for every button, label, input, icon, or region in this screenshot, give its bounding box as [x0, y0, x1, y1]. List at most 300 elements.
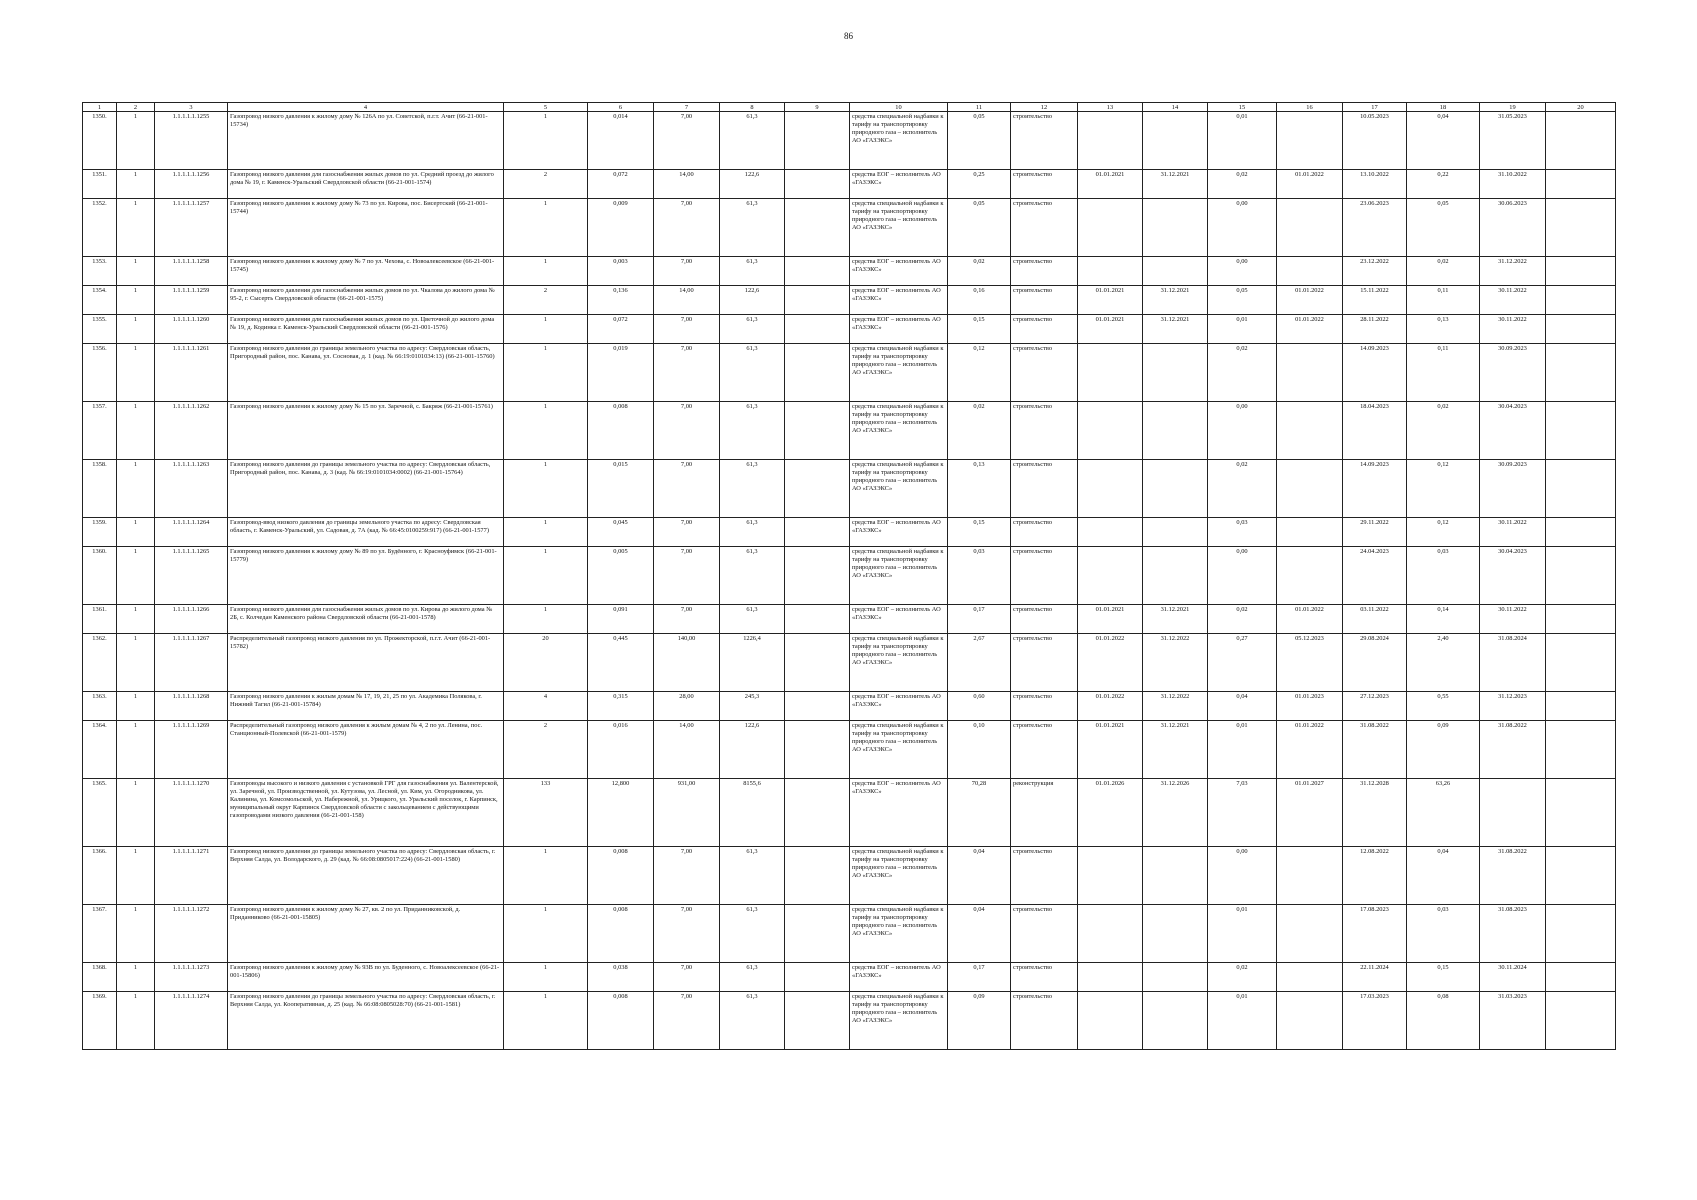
col-5-cell: 1	[504, 344, 588, 402]
col-19-date-cell: 30.11.2024	[1480, 963, 1546, 992]
col-20-cell	[1546, 257, 1616, 286]
col-5-cell: 1	[504, 112, 588, 170]
row-number: 1366.	[83, 847, 117, 905]
col-16-cell	[1277, 905, 1343, 963]
col-15-cell: 0,02	[1208, 170, 1277, 199]
col-18-cell: 0,05	[1407, 199, 1480, 257]
col-20-cell	[1546, 315, 1616, 344]
col-2-cell: 1	[117, 286, 155, 315]
col-7-cell: 7,00	[654, 460, 720, 518]
col-16-cell	[1277, 518, 1343, 547]
col-19-date-cell: 31.08.2022	[1480, 847, 1546, 905]
col-18-cell: 63,26	[1407, 779, 1480, 847]
col-2-cell: 1	[117, 315, 155, 344]
col-8-cell: 61,3	[720, 847, 785, 905]
funding-source-cell: средства специальной надбавки к тарифу на транспортировку природного газа – исполнитель АО «ГАЗЭКС»	[850, 547, 948, 605]
row-number: 1369.	[83, 992, 117, 1050]
work-type-cell: строительство	[1011, 199, 1078, 257]
object-code-cell: 1.1.1.1.1.1268	[155, 692, 228, 721]
col-18-cell: 0,04	[1407, 112, 1480, 170]
column-number-header: 18	[1407, 103, 1480, 112]
col-8-cell: 61,3	[720, 905, 785, 963]
col-7-cell: 140,00	[654, 634, 720, 692]
col-7-cell: 7,00	[654, 905, 720, 963]
investment-program-table	[82, 102, 1616, 1050]
table-row	[83, 605, 1616, 634]
funding-source-cell: средства специальной надбавки к тарифу на транспортировку природного газа – исполнитель АО «ГАЗЭКС»	[850, 112, 948, 170]
end-date-cell: 31.12.2022	[1143, 692, 1208, 721]
row-number: 1361.	[83, 605, 117, 634]
col-11-cell: 0,13	[948, 460, 1011, 518]
col-16-cell	[1277, 963, 1343, 992]
col-15-cell: 0,01	[1208, 112, 1277, 170]
col-20-cell	[1546, 344, 1616, 402]
col-18-cell: 0,02	[1407, 257, 1480, 286]
start-date-cell	[1078, 344, 1143, 402]
col-6-cell: 0,072	[588, 170, 654, 199]
column-number-header: 4	[228, 103, 504, 112]
col-6-cell: 0,008	[588, 402, 654, 460]
col-17-date-cell: 13.10.2022	[1343, 170, 1407, 199]
work-type-cell: строительство	[1011, 286, 1078, 315]
col-2-cell: 1	[117, 605, 155, 634]
col-16-cell	[1277, 199, 1343, 257]
col-16-cell: 01.01.2023	[1277, 692, 1343, 721]
col-7-cell: 14,00	[654, 286, 720, 315]
work-type-cell: строительство	[1011, 344, 1078, 402]
object-code-cell: 1.1.1.1.1.1264	[155, 518, 228, 547]
col-5-cell: 1	[504, 460, 588, 518]
work-type-cell: строительство	[1011, 605, 1078, 634]
col-6-cell: 0,008	[588, 905, 654, 963]
header-row	[83, 103, 1616, 112]
col-17-date-cell: 14.09.2023	[1343, 460, 1407, 518]
col-6-cell: 0,016	[588, 721, 654, 779]
col-6-cell: 0,019	[588, 344, 654, 402]
end-date-cell	[1143, 402, 1208, 460]
col-17-date-cell: 03.11.2022	[1343, 605, 1407, 634]
col-19-date-cell: 31.08.2022	[1480, 721, 1546, 779]
col-6-cell: 0,315	[588, 692, 654, 721]
col-7-cell: 28,00	[654, 692, 720, 721]
col-16-cell: 01.01.2027	[1277, 779, 1343, 847]
end-date-cell: 31.12.2022	[1143, 634, 1208, 692]
row-number: 1357.	[83, 402, 117, 460]
col-11-cell: 0,02	[948, 402, 1011, 460]
object-code-cell: 1.1.1.1.1.1265	[155, 547, 228, 605]
col-19-date-cell: 31.12.2022	[1480, 257, 1546, 286]
column-number-header: 7	[654, 103, 720, 112]
work-type-cell: строительство	[1011, 634, 1078, 692]
col-20-cell	[1546, 779, 1616, 847]
row-number: 1356.	[83, 344, 117, 402]
col-9-cell	[785, 344, 850, 402]
col-5-cell: 20	[504, 634, 588, 692]
col-8-cell: 61,3	[720, 257, 785, 286]
column-number-header: 12	[1011, 103, 1078, 112]
column-number-header: 2	[117, 103, 155, 112]
col-11-cell: 0,17	[948, 963, 1011, 992]
col-5-cell: 1	[504, 199, 588, 257]
col-8-cell: 122,6	[720, 721, 785, 779]
col-6-cell: 0,038	[588, 963, 654, 992]
column-number-header: 15	[1208, 103, 1277, 112]
col-17-date-cell: 23.06.2023	[1343, 199, 1407, 257]
col-19-date-cell: 30.11.2022	[1480, 605, 1546, 634]
col-19-date-cell: 30.09.2023	[1480, 460, 1546, 518]
object-name-cell: Газопровод низкого давления к жилым домам № 17, 19, 21, 25 по ул. Академика Полякова, г. Нижний Тагил (66-21-001-15784)	[228, 692, 504, 721]
row-number: 1363.	[83, 692, 117, 721]
column-number-header: 16	[1277, 103, 1343, 112]
object-name-cell: Распределительный газопровод низкого давления по ул. Прожекторской, п.г.т. Ачит (66-21-001-15782)	[228, 634, 504, 692]
column-number-header: 8	[720, 103, 785, 112]
column-number-header: 6	[588, 103, 654, 112]
start-date-cell: 01.01.2021	[1078, 170, 1143, 199]
end-date-cell	[1143, 460, 1208, 518]
col-2-cell: 1	[117, 402, 155, 460]
object-name-cell: Газопровод низкого давления для газоснабжения жилых домов по ул. Средний проезд до жилого дома № 19, г. Каменск-Уральский Свердловской области (66-21-001-1574)	[228, 170, 504, 199]
col-18-cell: 2,40	[1407, 634, 1480, 692]
col-16-cell: 01.01.2022	[1277, 721, 1343, 779]
column-number-header: 20	[1546, 103, 1616, 112]
col-9-cell	[785, 963, 850, 992]
col-17-date-cell: 27.12.2023	[1343, 692, 1407, 721]
col-5-cell: 1	[504, 847, 588, 905]
col-15-cell: 0,03	[1208, 518, 1277, 547]
col-7-cell: 931,00	[654, 779, 720, 847]
row-number: 1355.	[83, 315, 117, 344]
col-6-cell: 0,003	[588, 257, 654, 286]
col-7-cell: 7,00	[654, 992, 720, 1050]
work-type-cell: строительство	[1011, 547, 1078, 605]
object-name-cell: Газопровод низкого давления до границы земельного участка по адресу: Свердловская область, Пригородный район, пос. Канава, ул. Сосновая, д. 1 (кад. № 66:19:0101034:13) (66-21-001-15760)	[228, 344, 504, 402]
col-18-cell: 0,55	[1407, 692, 1480, 721]
col-16-cell	[1277, 847, 1343, 905]
col-11-cell: 0,04	[948, 905, 1011, 963]
row-number: 1353.	[83, 257, 117, 286]
col-20-cell	[1546, 721, 1616, 779]
col-18-cell: 0,12	[1407, 460, 1480, 518]
col-5-cell: 1	[504, 905, 588, 963]
col-16-cell	[1277, 547, 1343, 605]
table-row	[83, 779, 1616, 847]
col-16-cell	[1277, 257, 1343, 286]
col-18-cell: 0,11	[1407, 286, 1480, 315]
object-code-cell: 1.1.1.1.1.1274	[155, 992, 228, 1050]
funding-source-cell: средства ЕОГ – исполнитель АО «ГАЗЭКС»	[850, 779, 948, 847]
col-19-date-cell: 31.03.2023	[1480, 992, 1546, 1050]
col-15-cell: 0,05	[1208, 286, 1277, 315]
col-2-cell: 1	[117, 634, 155, 692]
table-row	[83, 170, 1616, 199]
col-19-date-cell: 31.08.2023	[1480, 905, 1546, 963]
col-2-cell: 1	[117, 847, 155, 905]
col-7-cell: 7,00	[654, 847, 720, 905]
table-row	[83, 199, 1616, 257]
col-11-cell: 0,09	[948, 992, 1011, 1050]
object-code-cell: 1.1.1.1.1.1270	[155, 779, 228, 847]
end-date-cell	[1143, 992, 1208, 1050]
start-date-cell: 01.01.2021	[1078, 605, 1143, 634]
column-number-header: 13	[1078, 103, 1143, 112]
col-8-cell: 122,6	[720, 286, 785, 315]
col-8-cell: 61,3	[720, 605, 785, 634]
col-5-cell: 1	[504, 518, 588, 547]
col-2-cell: 1	[117, 344, 155, 402]
col-20-cell	[1546, 992, 1616, 1050]
col-18-cell: 0,12	[1407, 518, 1480, 547]
table-row	[83, 905, 1616, 963]
col-11-cell: 0,02	[948, 257, 1011, 286]
funding-source-cell: средства специальной надбавки к тарифу на транспортировку природного газа – исполнитель АО «ГАЗЭКС»	[850, 460, 948, 518]
col-9-cell	[785, 634, 850, 692]
col-17-date-cell: 14.09.2023	[1343, 344, 1407, 402]
col-2-cell: 1	[117, 992, 155, 1050]
col-18-cell: 0,08	[1407, 992, 1480, 1050]
col-18-cell: 0,02	[1407, 402, 1480, 460]
funding-source-cell: средства ЕОГ – исполнитель АО «ГАЗЭКС»	[850, 963, 948, 992]
col-17-date-cell: 23.12.2022	[1343, 257, 1407, 286]
table-row	[83, 344, 1616, 402]
table-row	[83, 721, 1616, 779]
column-number-header: 1	[83, 103, 117, 112]
col-5-cell: 2	[504, 170, 588, 199]
work-type-cell: строительство	[1011, 460, 1078, 518]
col-11-cell: 0,10	[948, 721, 1011, 779]
col-7-cell: 7,00	[654, 315, 720, 344]
work-type-cell: строительство	[1011, 315, 1078, 344]
col-5-cell: 2	[504, 286, 588, 315]
funding-source-cell: средства специальной надбавки к тарифу на транспортировку природного газа – исполнитель АО «ГАЗЭКС»	[850, 721, 948, 779]
object-code-cell: 1.1.1.1.1.1271	[155, 847, 228, 905]
col-17-date-cell: 29.08.2024	[1343, 634, 1407, 692]
table-row	[83, 963, 1616, 992]
start-date-cell: 01.01.2021	[1078, 286, 1143, 315]
col-11-cell: 0,16	[948, 286, 1011, 315]
row-number: 1351.	[83, 170, 117, 199]
col-17-date-cell: 31.08.2022	[1343, 721, 1407, 779]
start-date-cell: 01.01.2021	[1078, 315, 1143, 344]
col-7-cell: 7,00	[654, 112, 720, 170]
col-9-cell	[785, 257, 850, 286]
col-20-cell	[1546, 460, 1616, 518]
col-7-cell: 14,00	[654, 170, 720, 199]
start-date-cell: 01.01.2022	[1078, 634, 1143, 692]
funding-source-cell: средства ЕОГ – исполнитель АО «ГАЗЭКС»	[850, 692, 948, 721]
col-17-date-cell: 28.11.2022	[1343, 315, 1407, 344]
col-5-cell: 1	[504, 315, 588, 344]
col-15-cell: 0,00	[1208, 547, 1277, 605]
col-5-cell: 1	[504, 257, 588, 286]
col-5-cell: 1	[504, 963, 588, 992]
object-name-cell: Газопровод низкого давления к жилому дому № 126А по ул. Советской, п.г.т. Ачит (66-21-001-15734)	[228, 112, 504, 170]
start-date-cell	[1078, 518, 1143, 547]
col-8-cell: 61,3	[720, 199, 785, 257]
col-20-cell	[1546, 605, 1616, 634]
object-name-cell: Газопровод низкого давления до границы земельного участка по адресу: Свердловская область, г. Верхняя Салда, ул. Володарского, д. 29 (кад. № 66:08:0805017:224) (66-21-001-1580)	[228, 847, 504, 905]
funding-source-cell: средства специальной надбавки к тарифу на транспортировку природного газа – исполнитель АО «ГАЗЭКС»	[850, 905, 948, 963]
col-19-date-cell: 30.11.2022	[1480, 315, 1546, 344]
funding-source-cell: средства специальной надбавки к тарифу на транспортировку природного газа – исполнитель АО «ГАЗЭКС»	[850, 847, 948, 905]
col-17-date-cell: 10.05.2023	[1343, 112, 1407, 170]
col-18-cell: 0,03	[1407, 905, 1480, 963]
start-date-cell	[1078, 402, 1143, 460]
col-11-cell: 0,05	[948, 112, 1011, 170]
col-2-cell: 1	[117, 779, 155, 847]
table-row	[83, 257, 1616, 286]
col-8-cell: 61,3	[720, 963, 785, 992]
funding-source-cell: средства ЕОГ – исполнитель АО «ГАЗЭКС»	[850, 605, 948, 634]
col-5-cell: 1	[504, 992, 588, 1050]
col-16-cell	[1277, 402, 1343, 460]
end-date-cell	[1143, 518, 1208, 547]
object-code-cell: 1.1.1.1.1.1258	[155, 257, 228, 286]
col-20-cell	[1546, 634, 1616, 692]
col-15-cell: 0,01	[1208, 992, 1277, 1050]
table-row	[83, 547, 1616, 605]
col-20-cell	[1546, 402, 1616, 460]
row-number: 1350.	[83, 112, 117, 170]
column-number-header: 5	[504, 103, 588, 112]
table-row	[83, 402, 1616, 460]
col-2-cell: 1	[117, 460, 155, 518]
object-name-cell: Газопровод низкого давления к жилому дому № 73 по ул. Кирова, пос. Бисертский (66-21-001-15744)	[228, 199, 504, 257]
col-20-cell	[1546, 905, 1616, 963]
col-17-date-cell: 29.11.2022	[1343, 518, 1407, 547]
col-8-cell: 245,3	[720, 692, 785, 721]
col-17-date-cell: 15.11.2022	[1343, 286, 1407, 315]
col-17-date-cell: 18.04.2023	[1343, 402, 1407, 460]
col-15-cell: 7,03	[1208, 779, 1277, 847]
end-date-cell	[1143, 257, 1208, 286]
col-9-cell	[785, 779, 850, 847]
col-16-cell	[1277, 112, 1343, 170]
object-name-cell: Газопровод низкого давления к жилому дому № 15 по ул. Заречной, с. Бакряж (66-21-001-15761)	[228, 402, 504, 460]
col-9-cell	[785, 721, 850, 779]
start-date-cell	[1078, 905, 1143, 963]
object-name-cell: Газопровод низкого давления к жилому дому № 93В по ул. Буденного, с. Новоалексеевское (66-21-001-15806)	[228, 963, 504, 992]
funding-source-cell: средства специальной надбавки к тарифу на транспортировку природного газа – исполнитель АО «ГАЗЭКС»	[850, 992, 948, 1050]
col-8-cell: 61,3	[720, 402, 785, 460]
col-17-date-cell: 31.12.2028	[1343, 779, 1407, 847]
start-date-cell	[1078, 112, 1143, 170]
col-5-cell: 4	[504, 692, 588, 721]
start-date-cell	[1078, 547, 1143, 605]
col-18-cell: 0,22	[1407, 170, 1480, 199]
end-date-cell	[1143, 112, 1208, 170]
col-18-cell: 0,13	[1407, 315, 1480, 344]
col-15-cell: 0,01	[1208, 315, 1277, 344]
col-20-cell	[1546, 518, 1616, 547]
end-date-cell: 31.12.2026	[1143, 779, 1208, 847]
col-17-date-cell: 17.08.2023	[1343, 905, 1407, 963]
col-6-cell: 0,008	[588, 847, 654, 905]
object-code-cell: 1.1.1.1.1.1266	[155, 605, 228, 634]
table-row	[83, 315, 1616, 344]
end-date-cell: 31.12.2021	[1143, 721, 1208, 779]
col-6-cell: 0,445	[588, 634, 654, 692]
end-date-cell: 31.12.2021	[1143, 605, 1208, 634]
col-11-cell: 0,15	[948, 518, 1011, 547]
funding-source-cell: средства ЕОГ – исполнитель АО «ГАЗЭКС»	[850, 286, 948, 315]
col-11-cell: 0,15	[948, 315, 1011, 344]
col-8-cell: 61,3	[720, 547, 785, 605]
start-date-cell	[1078, 847, 1143, 905]
col-16-cell: 01.01.2022	[1277, 170, 1343, 199]
object-code-cell: 1.1.1.1.1.1255	[155, 112, 228, 170]
col-20-cell	[1546, 692, 1616, 721]
column-number-header: 9	[785, 103, 850, 112]
start-date-cell	[1078, 199, 1143, 257]
end-date-cell	[1143, 905, 1208, 963]
object-name-cell: Газопровод низкого давления к жилому дому № 89 по ул. Будённого, г. Красноуфимск (66-21-001-15779)	[228, 547, 504, 605]
col-19-date-cell: 30.06.2023	[1480, 199, 1546, 257]
col-7-cell: 7,00	[654, 963, 720, 992]
col-7-cell: 7,00	[654, 605, 720, 634]
col-15-cell: 0,01	[1208, 905, 1277, 963]
column-number-header: 3	[155, 103, 228, 112]
col-11-cell: 70,28	[948, 779, 1011, 847]
col-5-cell: 1	[504, 605, 588, 634]
col-20-cell	[1546, 112, 1616, 170]
col-6-cell: 0,009	[588, 199, 654, 257]
table-row	[83, 692, 1616, 721]
col-9-cell	[785, 402, 850, 460]
col-15-cell: 0,00	[1208, 402, 1277, 460]
col-8-cell: 8155,6	[720, 779, 785, 847]
col-6-cell: 0,072	[588, 315, 654, 344]
col-9-cell	[785, 905, 850, 963]
row-number: 1367.	[83, 905, 117, 963]
start-date-cell: 01.01.2022	[1078, 692, 1143, 721]
col-8-cell: 1226,4	[720, 634, 785, 692]
col-19-date-cell: 30.09.2023	[1480, 344, 1546, 402]
col-15-cell: 0,00	[1208, 199, 1277, 257]
col-19-date-cell: 31.12.2023	[1480, 692, 1546, 721]
col-18-cell: 0,03	[1407, 547, 1480, 605]
col-2-cell: 1	[117, 905, 155, 963]
end-date-cell	[1143, 344, 1208, 402]
funding-source-cell: средства ЕОГ – исполнитель АО «ГАЗЭКС»	[850, 518, 948, 547]
col-6-cell: 0,045	[588, 518, 654, 547]
col-16-cell	[1277, 460, 1343, 518]
col-8-cell: 61,3	[720, 112, 785, 170]
col-2-cell: 1	[117, 963, 155, 992]
funding-source-cell: средства ЕОГ – исполнитель АО «ГАЗЭКС»	[850, 170, 948, 199]
col-20-cell	[1546, 286, 1616, 315]
column-number-header: 11	[948, 103, 1011, 112]
object-code-cell: 1.1.1.1.1.1263	[155, 460, 228, 518]
col-2-cell: 1	[117, 721, 155, 779]
work-type-cell: строительство	[1011, 112, 1078, 170]
end-date-cell	[1143, 963, 1208, 992]
col-11-cell: 0,25	[948, 170, 1011, 199]
col-20-cell	[1546, 170, 1616, 199]
start-date-cell: 01.01.2026	[1078, 779, 1143, 847]
col-6-cell: 0,008	[588, 992, 654, 1050]
object-name-cell: Газопровод низкого давления для газоснабжения жилых домов по ул. Кирова до жилого дома № 2Б, с. Колчедан Каменского района Свердловской области (66-21-001-1578)	[228, 605, 504, 634]
col-7-cell: 7,00	[654, 344, 720, 402]
col-18-cell: 0,15	[1407, 963, 1480, 992]
col-15-cell: 0,04	[1208, 692, 1277, 721]
col-18-cell: 0,14	[1407, 605, 1480, 634]
object-code-cell: 1.1.1.1.1.1267	[155, 634, 228, 692]
col-15-cell: 0,01	[1208, 721, 1277, 779]
col-2-cell: 1	[117, 199, 155, 257]
work-type-cell: строительство	[1011, 992, 1078, 1050]
col-19-date-cell: 30.04.2023	[1480, 547, 1546, 605]
end-date-cell	[1143, 547, 1208, 605]
